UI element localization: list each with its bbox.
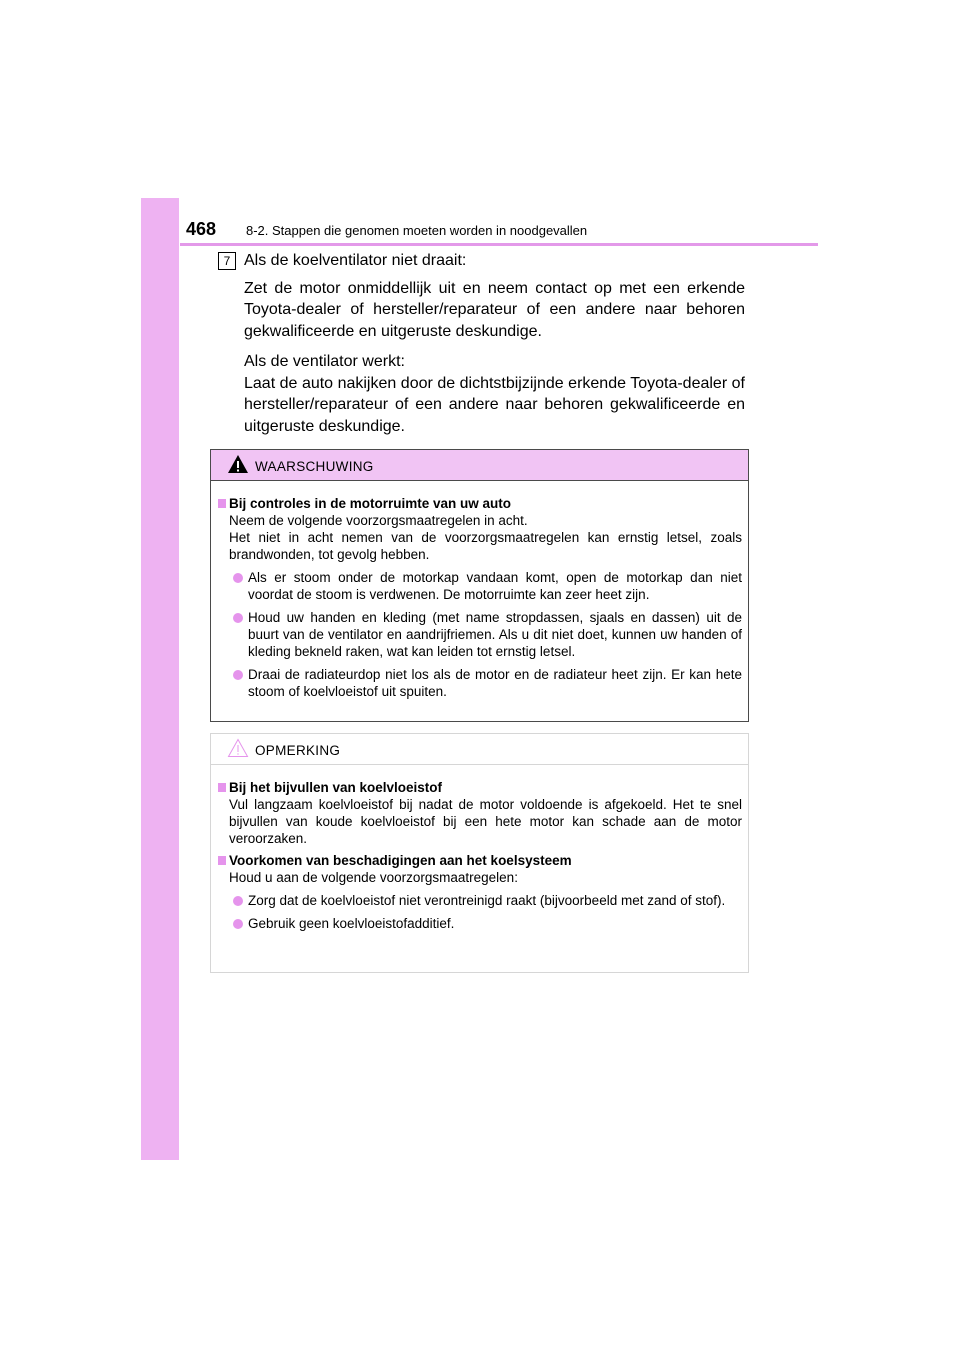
warning-triangle-icon xyxy=(227,454,249,474)
warning-box xyxy=(210,449,749,722)
notice-bullet: Zorg dat de koelvloeistof niet verontreinigd raakt (bijvoorbeeld met zand of stof). xyxy=(217,892,742,909)
notice-item-1-title: Bij het bijvullen van koelvloeistof xyxy=(217,779,742,796)
notice-item-2-text: Houd u aan de volgende voorzorgsmaatregelen: xyxy=(229,870,518,885)
header-divider xyxy=(180,243,818,246)
notice-box xyxy=(210,733,749,973)
page-number: 468 xyxy=(186,219,217,239)
step-lead-2: Als de ventilator werkt: xyxy=(244,353,405,370)
notice-body xyxy=(211,765,748,932)
warning-bullet: Als er stoom onder de motorkap vandaan komt, open de motorkap dan niet voordat de stoom is verdwenen. De motorruimte kan zeer heet zijn. xyxy=(217,569,742,603)
section-title: 8-2. Stappen die genomen moeten worden in noodgevallen xyxy=(246,223,588,238)
chapter-sidebar-tab xyxy=(141,198,179,1160)
caution-triangle-outline-icon xyxy=(227,738,249,758)
step-content xyxy=(244,250,745,437)
notice-item-1-text: Vul langzaam koelvloeistof bij nadat de motor voldoende is afgekoeld. Het te snel bijvullen van koude koelvloeistof bij een hete motor kan schade aan de motor veroorzaken. xyxy=(229,797,742,846)
notice-bullet: Gebruik geen koelvloeistofadditief. xyxy=(217,915,742,932)
step-number-box: 7 xyxy=(218,252,236,270)
step-instruction-2: Laat de auto nakijken door de dichtstbijzijnde erkende Toyota-dealer of hersteller/reparateur of een andere naar behoren gekwalificeerde en uitgeruste deskundige. xyxy=(244,374,745,435)
warning-intro-2: Het niet in acht nemen van de voorzorgsmaatregelen kan ernstig letsel, zoals brandwonden, tot gevolg hebben. xyxy=(229,530,742,562)
warning-title: WAARSCHUWING xyxy=(255,459,374,474)
warning-body xyxy=(211,481,748,700)
step-instruction: Zet de motor onmiddellijk uit en neem contact op met een erkende Toyota-dealer of hersteller/reparateur of een andere naar behoren gekwalificeerde en uitgeruste deskundige. xyxy=(244,279,745,340)
warning-bullet: Draai de radiateurdop niet los als de motor en de radiateur heet zijn. Er kan hete stoom of koelvloeistof uit spuiten. xyxy=(217,666,742,700)
warning-bullet: Houd uw handen en kleding (met name stropdassen, sjaals en dassen) uit de buurt van de ventilator en aandrijfriemen. Als u dit niet doet, kunnen uw handen of kleding bekneld raken, wat kan leiden tot ernstig letsel. xyxy=(217,609,742,660)
notice-title: OPMERKING xyxy=(255,743,341,758)
notice-header xyxy=(211,734,748,765)
warning-intro: Neem de volgende voorzorgsmaatregelen in acht. xyxy=(229,513,528,528)
notice-item-2-title: Voorkomen van beschadigingen aan het koelsysteem xyxy=(217,852,742,869)
warning-item-title: Bij controles in de motorruimte van uw auto xyxy=(217,495,742,512)
step-lead: Als de koelventilator niet draait: xyxy=(244,252,467,269)
warning-header xyxy=(211,450,748,481)
